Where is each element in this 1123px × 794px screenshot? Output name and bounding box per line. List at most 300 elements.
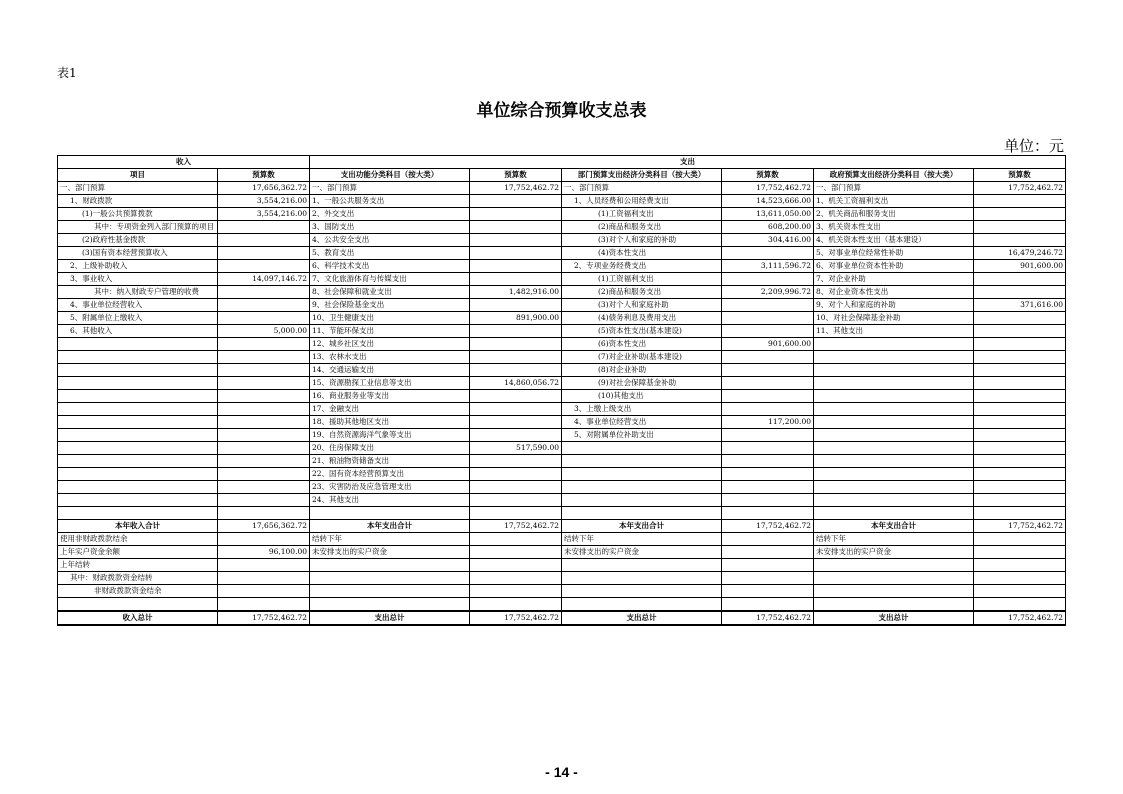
budget-value-cell xyxy=(218,338,310,351)
col-header-gov-econ-class: 政府预算支出经济分类科目（按大类） xyxy=(814,169,974,182)
item-cell: 24、其他支出 xyxy=(310,494,470,507)
budget-value-cell xyxy=(470,481,562,494)
budget-value-cell: 5,000.00 xyxy=(218,325,310,338)
expense-grand-total-label: 支出总计 xyxy=(814,611,974,625)
budget-value-cell xyxy=(722,351,814,364)
budget-summary-table xyxy=(57,155,1066,626)
item-cell: 4、机关资本性支出（基本建设） xyxy=(814,234,974,247)
budget-value-cell xyxy=(974,312,1066,325)
item-cell xyxy=(814,364,974,377)
item-cell xyxy=(58,481,218,494)
item-cell: (4)资本性支出 xyxy=(562,247,722,260)
budget-value-cell xyxy=(470,234,562,247)
table-row xyxy=(58,494,1066,507)
item-cell xyxy=(814,481,974,494)
budget-value-cell xyxy=(974,364,1066,377)
budget-value-cell xyxy=(218,364,310,377)
item-cell: 1、机关工资福利支出 xyxy=(814,195,974,208)
item-cell xyxy=(562,559,722,572)
budget-value-cell xyxy=(974,494,1066,507)
item-cell: 8、对企业资本性支出 xyxy=(814,286,974,299)
item-cell xyxy=(814,442,974,455)
budget-value-cell xyxy=(974,234,1066,247)
item-cell: 23、灾害防治及应急管理支出 xyxy=(310,481,470,494)
table-row xyxy=(58,572,1066,585)
budget-value-cell: 14,097,146.72 xyxy=(218,273,310,286)
item-cell: (2)商品和服务支出 xyxy=(562,221,722,234)
table-row xyxy=(58,364,1066,377)
budget-value-cell xyxy=(218,299,310,312)
budget-value-cell xyxy=(974,403,1066,416)
budget-value-cell xyxy=(470,559,562,572)
item-cell: 4、事业单位经营支出 xyxy=(562,416,722,429)
budget-value-cell xyxy=(974,351,1066,364)
budget-value-cell: 17,752,462.72 xyxy=(974,182,1066,195)
table-row xyxy=(58,260,1066,273)
page-title: 单位综合预算收支总表 xyxy=(476,101,647,121)
table-row xyxy=(58,234,1066,247)
budget-value-cell: 371,616.00 xyxy=(974,299,1066,312)
budget-value-cell xyxy=(218,533,310,546)
item-cell: 16、商业服务业等支出 xyxy=(310,390,470,403)
item-cell: (5)资本性支出(基本建设) xyxy=(562,325,722,338)
item-cell: 14、交通运输支出 xyxy=(310,364,470,377)
item-cell: 6、其他收入 xyxy=(58,325,218,338)
budget-value-cell xyxy=(974,559,1066,572)
item-cell: (3)国有资本经营预算收入 xyxy=(58,247,218,260)
table-row xyxy=(58,455,1066,468)
item-cell: 12、城乡社区支出 xyxy=(310,338,470,351)
expense-grand-total-label: 支出总计 xyxy=(562,611,722,625)
item-cell xyxy=(58,494,218,507)
table-row xyxy=(58,182,1066,195)
item-cell: 上年结转 xyxy=(58,559,218,572)
budget-value-cell xyxy=(470,208,562,221)
budget-value-cell xyxy=(218,286,310,299)
budget-value-cell xyxy=(722,481,814,494)
item-cell: 7、对企业补助 xyxy=(814,273,974,286)
budget-value-cell xyxy=(974,572,1066,585)
item-cell: 9、社会保险基金支出 xyxy=(310,299,470,312)
table-row xyxy=(58,273,1066,286)
budget-value-cell xyxy=(218,234,310,247)
page-number: - 14 - xyxy=(545,764,578,780)
budget-value-cell xyxy=(974,338,1066,351)
budget-value-cell: 16,479,246.72 xyxy=(974,247,1066,260)
budget-value-cell xyxy=(470,195,562,208)
budget-value-cell xyxy=(722,468,814,481)
item-cell xyxy=(562,585,722,598)
budget-value-cell xyxy=(722,390,814,403)
item-cell xyxy=(562,442,722,455)
budget-value-cell xyxy=(722,377,814,390)
income-year-total-value: 17,656,362.72 xyxy=(218,520,310,533)
item-cell: 7、文化旅游体育与传媒支出 xyxy=(310,273,470,286)
item-cell: 18、援助其他地区支出 xyxy=(310,416,470,429)
item-cell: 4、公共安全支出 xyxy=(310,234,470,247)
table-row xyxy=(58,338,1066,351)
item-cell: 11、其他支出 xyxy=(814,325,974,338)
item-cell xyxy=(814,572,974,585)
budget-value-cell xyxy=(722,325,814,338)
item-cell: 5、教育支出 xyxy=(310,247,470,260)
col-header-item: 项目 xyxy=(58,169,218,182)
budget-value-cell: 2,209,996.72 xyxy=(722,286,814,299)
budget-value-cell: 17,656,362.72 xyxy=(218,182,310,195)
table-row xyxy=(58,377,1066,390)
expense-year-total-label: 本年支出合计 xyxy=(562,520,722,533)
table-row xyxy=(58,416,1066,429)
budget-value-cell xyxy=(470,572,562,585)
item-cell: 22、国有资本经营预算支出 xyxy=(310,468,470,481)
item-cell: 6、对事业单位资本性补助 xyxy=(814,260,974,273)
budget-value-cell xyxy=(470,338,562,351)
item-cell xyxy=(58,403,218,416)
expense-grand-total-value: 17,752,462.72 xyxy=(722,611,814,625)
budget-value-cell xyxy=(470,325,562,338)
item-cell: 其中：专项资金列入部门预算的项目 xyxy=(58,221,218,234)
col-header-budget: 预算数 xyxy=(470,169,562,182)
budget-value-cell xyxy=(974,416,1066,429)
item-cell: 一、部门预算 xyxy=(562,182,722,195)
item-cell: (1)工资福利支出 xyxy=(562,273,722,286)
expense-year-total-label: 本年支出合计 xyxy=(310,520,470,533)
budget-value-cell xyxy=(218,494,310,507)
item-cell xyxy=(58,429,218,442)
expense-grand-total-value: 17,752,462.72 xyxy=(470,611,562,625)
table-label: 表1 xyxy=(57,66,77,80)
budget-value-cell xyxy=(218,585,310,598)
item-cell: 3、上缴上级支出 xyxy=(562,403,722,416)
table-row xyxy=(58,429,1066,442)
budget-value-cell xyxy=(470,390,562,403)
item-cell: 2、外交支出 xyxy=(310,208,470,221)
item-cell xyxy=(814,377,974,390)
budget-value-cell: 891,900.00 xyxy=(470,312,562,325)
income-year-total-label: 本年收入合计 xyxy=(58,520,218,533)
expense-year-total-label: 本年支出合计 xyxy=(814,520,974,533)
budget-value-cell xyxy=(722,273,814,286)
budget-value-cell xyxy=(722,585,814,598)
col-header-dept-econ-class: 部门预算支出经济分类科目（按大类） xyxy=(562,169,722,182)
budget-value-cell xyxy=(974,442,1066,455)
table-row xyxy=(58,208,1066,221)
budget-value-cell xyxy=(974,208,1066,221)
item-cell: 11、节能环保支出 xyxy=(310,325,470,338)
budget-value-cell: 901,600.00 xyxy=(722,338,814,351)
budget-value-cell xyxy=(470,273,562,286)
item-cell xyxy=(562,468,722,481)
item-cell xyxy=(562,455,722,468)
item-cell xyxy=(814,559,974,572)
expense-grand-total-value: 17,752,462.72 xyxy=(974,611,1066,625)
item-cell: 未安排支出的实户资金 xyxy=(562,546,722,559)
budget-value-cell xyxy=(974,390,1066,403)
table-row xyxy=(58,221,1066,234)
table-row xyxy=(58,403,1066,416)
budget-value-cell: 608,200.00 xyxy=(722,221,814,234)
item-cell: 3、机关资本性支出 xyxy=(814,221,974,234)
income-grand-total-value: 17,752,462.72 xyxy=(218,611,310,625)
table-row xyxy=(58,351,1066,364)
budget-value-cell xyxy=(218,455,310,468)
item-cell: 使用非财政拨款结余 xyxy=(58,533,218,546)
item-cell: 结转下年 xyxy=(310,533,470,546)
item-cell: 5、对附属单位补助支出 xyxy=(562,429,722,442)
item-cell xyxy=(58,377,218,390)
item-cell: 9、对个人和家庭的补助 xyxy=(814,299,974,312)
income-grand-total-label: 收入总计 xyxy=(58,611,218,625)
budget-value-cell xyxy=(722,559,814,572)
budget-value-cell xyxy=(722,403,814,416)
budget-value-cell: 517,590.00 xyxy=(470,442,562,455)
budget-value-cell xyxy=(470,533,562,546)
col-header-budget: 预算数 xyxy=(218,169,310,182)
item-cell xyxy=(562,572,722,585)
item-cell xyxy=(814,338,974,351)
budget-value-cell xyxy=(218,442,310,455)
budget-value-cell xyxy=(470,403,562,416)
item-cell xyxy=(814,494,974,507)
budget-value-cell xyxy=(218,468,310,481)
item-cell xyxy=(310,559,470,572)
budget-value-cell xyxy=(470,260,562,273)
budget-value-cell xyxy=(218,416,310,429)
budget-value-cell xyxy=(974,546,1066,559)
budget-value-cell xyxy=(218,260,310,273)
item-cell: 10、对社会保障基金补助 xyxy=(814,312,974,325)
item-cell: (2)商品和服务支出 xyxy=(562,286,722,299)
table-row xyxy=(58,299,1066,312)
expense-grand-total-label: 支出总计 xyxy=(310,611,470,625)
budget-value-cell xyxy=(722,299,814,312)
item-cell: 6、科学技术支出 xyxy=(310,260,470,273)
budget-value-cell xyxy=(470,351,562,364)
item-cell: (1)工资福利支出 xyxy=(562,208,722,221)
budget-value-cell: 17,752,462.72 xyxy=(722,182,814,195)
budget-value-cell xyxy=(974,273,1066,286)
income-header: 收入 xyxy=(58,156,310,169)
item-cell xyxy=(58,468,218,481)
expense-year-total-value: 17,752,462.72 xyxy=(974,520,1066,533)
table-row xyxy=(58,468,1066,481)
budget-value-cell: 14,860,056.72 xyxy=(470,377,562,390)
budget-value-cell xyxy=(218,377,310,390)
budget-value-cell xyxy=(722,572,814,585)
item-cell: 5、对事业单位经常性补助 xyxy=(814,247,974,260)
budget-value-cell xyxy=(218,390,310,403)
table-row xyxy=(58,585,1066,598)
budget-value-cell xyxy=(974,377,1066,390)
budget-value-cell xyxy=(722,364,814,377)
table-row xyxy=(58,286,1066,299)
item-cell: (8)对企业补助 xyxy=(562,364,722,377)
item-cell: 结转下年 xyxy=(562,533,722,546)
item-cell xyxy=(562,494,722,507)
item-cell: 结转下年 xyxy=(814,533,974,546)
item-cell: (6)资本性支出 xyxy=(562,338,722,351)
item-cell xyxy=(58,364,218,377)
budget-value-cell: 3,554,216.00 xyxy=(218,208,310,221)
item-cell xyxy=(814,416,974,429)
item-cell xyxy=(58,338,218,351)
budget-value-cell xyxy=(974,533,1066,546)
budget-value-cell xyxy=(218,572,310,585)
budget-value-cell: 3,111,596.72 xyxy=(722,260,814,273)
budget-value-cell xyxy=(470,364,562,377)
budget-value-cell xyxy=(974,195,1066,208)
unit-label: 单位：元 xyxy=(1003,137,1064,155)
item-cell xyxy=(814,351,974,364)
budget-value-cell xyxy=(974,585,1066,598)
item-cell: (10)其他支出 xyxy=(562,390,722,403)
budget-value-cell xyxy=(722,429,814,442)
item-cell: (4)债务利息及费用支出 xyxy=(562,312,722,325)
item-cell: 一、部门预算 xyxy=(310,182,470,195)
budget-value-cell xyxy=(218,247,310,260)
budget-value-cell: 1,482,916.00 xyxy=(470,286,562,299)
item-cell: 2、上级补助收入 xyxy=(58,260,218,273)
budget-value-cell xyxy=(470,585,562,598)
col-header-func-class: 支出功能分类科目（按大类） xyxy=(310,169,470,182)
item-cell: 未安排支出的实户资金 xyxy=(310,546,470,559)
table-row xyxy=(58,195,1066,208)
item-cell: 13、农林水支出 xyxy=(310,351,470,364)
budget-value-cell xyxy=(722,312,814,325)
item-cell xyxy=(814,585,974,598)
item-cell: 1、一般公共服务支出 xyxy=(310,195,470,208)
item-cell xyxy=(814,429,974,442)
item-cell xyxy=(310,572,470,585)
budget-value-cell: 117,200.00 xyxy=(722,416,814,429)
item-cell: 一、部门预算 xyxy=(58,182,218,195)
item-cell: 10、卫生健康支出 xyxy=(310,312,470,325)
item-cell xyxy=(58,455,218,468)
expense-header: 支出 xyxy=(310,156,1066,169)
item-cell: 1、财政拨款 xyxy=(58,195,218,208)
item-cell xyxy=(58,442,218,455)
budget-value-cell xyxy=(470,468,562,481)
expense-year-total-value: 17,752,462.72 xyxy=(722,520,814,533)
budget-value-cell xyxy=(722,442,814,455)
item-cell: (3)对个人和家庭的补助 xyxy=(562,234,722,247)
item-cell: 20、住房保障支出 xyxy=(310,442,470,455)
budget-value-cell: 96,100.00 xyxy=(218,546,310,559)
item-cell: 非财政拨款资金结余 xyxy=(58,585,218,598)
budget-value-cell: 17,752,462.72 xyxy=(470,182,562,195)
budget-value-cell xyxy=(722,455,814,468)
col-header-budget: 预算数 xyxy=(974,169,1066,182)
item-cell xyxy=(814,468,974,481)
budget-value-cell xyxy=(974,221,1066,234)
budget-value-cell xyxy=(218,351,310,364)
budget-value-cell xyxy=(218,221,310,234)
budget-value-cell xyxy=(218,429,310,442)
budget-value-cell xyxy=(218,559,310,572)
budget-value-cell xyxy=(722,533,814,546)
item-cell: 3、国防支出 xyxy=(310,221,470,234)
budget-value-cell xyxy=(470,494,562,507)
item-cell: 2、专项业务经费支出 xyxy=(562,260,722,273)
item-cell xyxy=(814,390,974,403)
item-cell: (7)对企业补助(基本建设) xyxy=(562,351,722,364)
table-row xyxy=(58,325,1066,338)
budget-value-cell xyxy=(974,286,1066,299)
budget-value-cell: 304,416.00 xyxy=(722,234,814,247)
table-row xyxy=(58,442,1066,455)
budget-value-cell: 901,600.00 xyxy=(974,260,1066,273)
item-cell: 其中：财政拨款资金结转 xyxy=(58,572,218,585)
item-cell: (1)一般公共预算拨款 xyxy=(58,208,218,221)
col-header-budget: 预算数 xyxy=(722,169,814,182)
item-cell: 4、事业单位经营收入 xyxy=(58,299,218,312)
item-cell: 其中：纳入财政专户管理的收费 xyxy=(58,286,218,299)
budget-value-cell xyxy=(218,481,310,494)
budget-value-cell xyxy=(218,312,310,325)
budget-value-cell xyxy=(722,546,814,559)
budget-value-cell xyxy=(218,403,310,416)
item-cell: (2)政府性基金拨款 xyxy=(58,234,218,247)
item-cell: 3、事业收入 xyxy=(58,273,218,286)
item-cell xyxy=(814,403,974,416)
item-cell: 17、金融支出 xyxy=(310,403,470,416)
table-row xyxy=(58,546,1066,559)
item-cell xyxy=(58,390,218,403)
item-cell: 未安排支出的实户资金 xyxy=(814,546,974,559)
budget-value-cell: 14,523,666.00 xyxy=(722,195,814,208)
item-cell: 2、机关商品和服务支出 xyxy=(814,208,974,221)
item-cell: 21、粮油物资储备支出 xyxy=(310,455,470,468)
budget-value-cell xyxy=(470,455,562,468)
expense-year-total-value: 17,752,462.72 xyxy=(470,520,562,533)
budget-value-cell xyxy=(470,221,562,234)
item-cell xyxy=(58,416,218,429)
budget-value-cell xyxy=(974,429,1066,442)
table-row xyxy=(58,247,1066,260)
item-cell xyxy=(58,351,218,364)
item-cell xyxy=(814,455,974,468)
budget-value-cell xyxy=(974,481,1066,494)
item-cell: 19、自然资源海洋气象等支出 xyxy=(310,429,470,442)
budget-value-cell xyxy=(470,429,562,442)
budget-value-cell xyxy=(974,325,1066,338)
budget-value-cell: 3,554,216.00 xyxy=(218,195,310,208)
table-row xyxy=(58,559,1066,572)
item-cell: 一、部门预算 xyxy=(814,182,974,195)
item-cell: (3)对个人和家庭补助 xyxy=(562,299,722,312)
item-cell xyxy=(562,481,722,494)
item-cell xyxy=(310,585,470,598)
item-cell: 15、资源勘探工业信息等支出 xyxy=(310,377,470,390)
table-row xyxy=(58,312,1066,325)
table-row xyxy=(58,533,1066,546)
budget-value-cell xyxy=(974,468,1066,481)
budget-value-cell xyxy=(470,299,562,312)
budget-value-cell xyxy=(722,247,814,260)
item-cell: 8、社会保障和就业支出 xyxy=(310,286,470,299)
budget-value-cell: 13,611,050.00 xyxy=(722,208,814,221)
budget-value-cell xyxy=(722,494,814,507)
budget-value-cell xyxy=(470,416,562,429)
table-row xyxy=(58,481,1066,494)
budget-value-cell xyxy=(470,546,562,559)
item-cell: (9)对社会保障基金补助 xyxy=(562,377,722,390)
item-cell: 上年实户资金余额 xyxy=(58,546,218,559)
item-cell: 5、附属单位上缴收入 xyxy=(58,312,218,325)
budget-value-cell xyxy=(974,455,1066,468)
item-cell: 1、人员经费和公用经费支出 xyxy=(562,195,722,208)
table-row xyxy=(58,390,1066,403)
